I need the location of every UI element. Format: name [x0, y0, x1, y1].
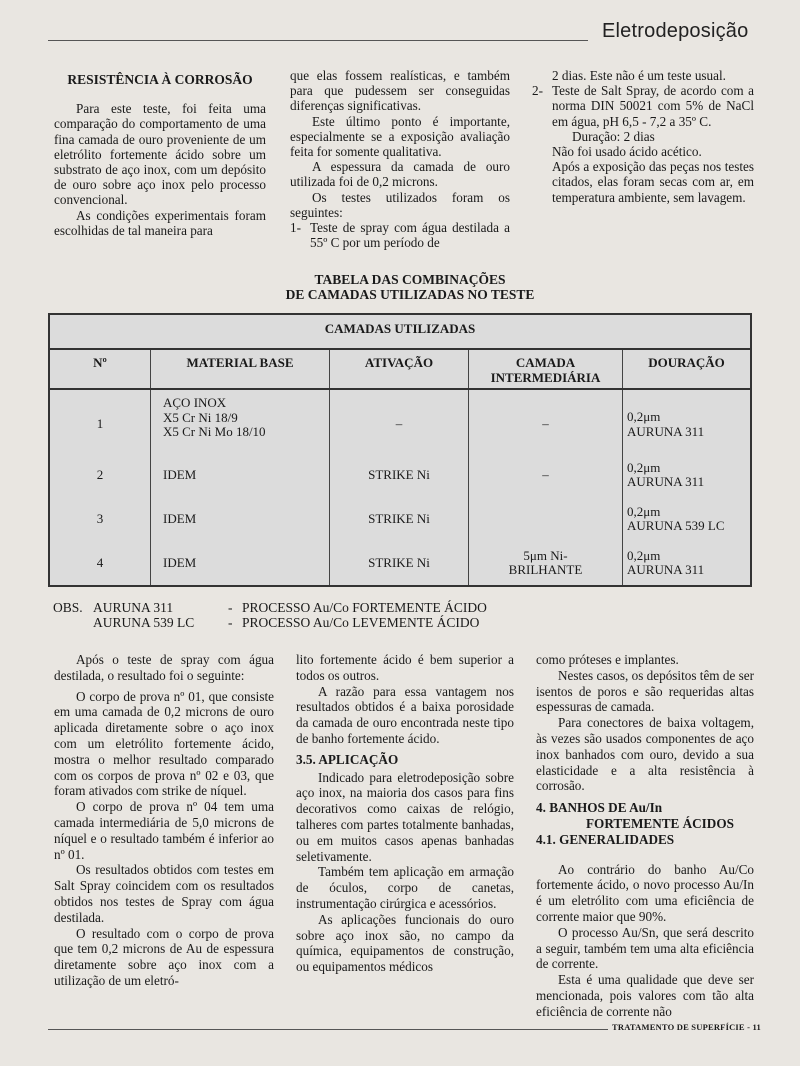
- list-item: [290, 220, 510, 250]
- list-spacer: [532, 68, 552, 83]
- cell-base-line: X5 Cr Ni Mo 18/10: [163, 424, 266, 439]
- list-text: Teste de spray com água destilada a 55º C por um período de: [310, 220, 510, 251]
- column-6: [536, 652, 754, 1020]
- note-text: Não foi usado ácido acético.: [552, 144, 702, 160]
- paragraph: Após o teste de spray com água destilada, o resultado foi o seguinte:: [54, 652, 274, 683]
- paragraph: O corpo de prova nº 04 tem uma camada intermediária de 5,0 microns de níquel e o resultado também é inferior ao nº 01.: [54, 799, 274, 862]
- obs-note: [53, 600, 487, 630]
- cell-num: 2: [49, 453, 151, 497]
- section-title: Eletrodeposição: [602, 20, 749, 42]
- paragraph: Este último ponto é importante, especialmente se a exposição avaliação feita for somente qualitativa.: [290, 113, 510, 160]
- list-text-main: Teste de Salt Spray, de acordo com a norma DIN 50021 com 5% de NaCl em água, pH 6,5 - 7,2 a 35º C.: [552, 83, 754, 129]
- table-row: [49, 453, 751, 497]
- cell-ativ: –: [330, 389, 469, 453]
- paragraph: As condições experimentais foram escolhidas de tal maneira para: [54, 207, 266, 238]
- cell-num: 3: [49, 497, 151, 541]
- list-text: 2 dias. Este não é um teste usual.: [552, 68, 726, 83]
- column-3: [532, 68, 754, 205]
- cell-ativ: STRIKE Ni: [330, 453, 469, 497]
- cell-num: 4: [49, 541, 151, 586]
- cell-dour-line: AURUNA 311: [627, 474, 705, 489]
- column-2: [290, 68, 510, 250]
- obs-dash: -: [228, 615, 233, 630]
- list-item: [532, 83, 754, 205]
- paragraph: Também tem aplicação em armação de óculos, corpo de canetas, instrumentação cirúrgica e acessórios.: [296, 864, 514, 911]
- heading-banhos-2: FORTEMENTE ÁCIDOS: [586, 815, 734, 831]
- header-num: Nº: [49, 349, 151, 389]
- paragraph: Ao contrário do banho Au/Co fortemente ácido, o novo processo Au/In é um eletrólito com uma eficiência de corrente maior que 90%.: [536, 861, 754, 924]
- cell-dour: [623, 453, 752, 497]
- header-camada: CAMADA INTERMEDIÁRIA: [469, 349, 623, 389]
- note-text-2: Após a exposição das peças nos testes citados, elas foram secas com ar, em temperatura ambiente, sem lavagem.: [552, 159, 754, 205]
- cell-base: [151, 389, 330, 453]
- cell-num: 1: [49, 389, 151, 453]
- list-number: 2-: [532, 83, 543, 99]
- list-text: [552, 83, 754, 205]
- cell-dour-line: 0,2μm: [627, 409, 661, 424]
- table-row: [49, 389, 751, 453]
- footer-rule: [48, 1029, 608, 1030]
- cell-dour: [623, 541, 752, 586]
- paragraph: O resultado com o corpo de prova que tem 0,2 microns de Au de espessura diretamente sobre aço inox com a utilização de um eletró-: [54, 925, 274, 988]
- paragraph: Indicado para eletrodeposição sobre aço inox, na maioria dos casos para fins decorativos como caixas de relógio, talheres com partes totalmente banhadas, ou em muitos casos apenas banhadas seletivamente.: [296, 769, 514, 864]
- table-title-line1: TABELA DAS COMBINAÇÕES: [314, 272, 506, 287]
- cell-dour-line: 0,2μm: [627, 547, 661, 563]
- paragraph: lito fortemente ácido é bem superior a todos os outros.: [296, 652, 514, 683]
- cell-inter: –: [469, 453, 623, 497]
- table-caption: CAMADAS UTILIZADAS: [49, 314, 751, 349]
- paragraph: como próteses e implantes.: [536, 652, 679, 667]
- obs-process-name: AURUNA 311: [93, 600, 174, 615]
- list-item: [532, 68, 754, 83]
- heading-aplicacao: 3.5. APLICAÇÃO: [296, 751, 399, 767]
- heading-banhos: 4. BANHOS DE Au/In: [536, 800, 663, 816]
- header-material: MATERIAL BASE: [151, 349, 330, 389]
- heading-generalidades: 4.1. GENERALIDADES: [536, 831, 675, 847]
- column-4: [54, 652, 274, 989]
- header-douracao: DOURAÇÃO: [623, 349, 752, 389]
- paragraph: Os testes utilizados foram os seguintes:: [290, 189, 510, 220]
- cell-inter: [469, 497, 623, 541]
- cell-base: IDEM: [151, 541, 330, 586]
- duration-text: Duração: 2 dias: [572, 128, 655, 144]
- paragraph: Os resultados obtidos com testes em Salt Spray coincidem com os resultados obtidos nos testes de Spray com água destilada.: [54, 862, 274, 925]
- layers-table: [48, 313, 752, 587]
- cell-base-line: X5 Cr Ni 18/9: [163, 409, 238, 425]
- cell-dour-line: AURUNA 539 LC: [627, 518, 725, 533]
- cell-dour-line: 0,2μm: [627, 459, 661, 475]
- cell-inter: –: [469, 389, 623, 453]
- obs-dash: -: [228, 600, 233, 615]
- cell-dour-line: AURUNA 311: [627, 562, 705, 577]
- heading-resistencia: RESISTÊNCIA À CORROSÃO: [67, 72, 253, 87]
- paragraph: O corpo de prova nº 01, que consiste em uma camada de 0,2 microns de ouro aplicada diretamente sobre o aço inox com um eletrólito fortemente ácido, mostra o melhor resultado comparado com os corpos de prova nº 02 e 03, que foram ativados com strike de níquel.: [54, 688, 274, 799]
- header-rule: [48, 40, 588, 41]
- obs-label: OBS.: [53, 600, 83, 615]
- paragraph: Esta é uma qualidade que deve ser mencionada, pois valores com tão alta eficiência de corrente não: [536, 972, 754, 1019]
- header-ativacao: ATIVAÇÃO: [330, 349, 469, 389]
- table-title: [240, 272, 580, 302]
- cell-inter: 5μm Ni- BRILHANTE: [469, 541, 623, 586]
- column-5: [296, 652, 514, 975]
- cell-ativ: STRIKE Ni: [330, 541, 469, 586]
- table-row: [49, 497, 751, 541]
- paragraph: As aplicações funcionais do ouro sobre aço inox são, no campo da química, equipamentos de construção, ou equipamentos médicos: [296, 911, 514, 975]
- cell-dour: [623, 497, 752, 541]
- table-title-line2: DE CAMADAS UTILIZADAS NO TESTE: [285, 287, 535, 302]
- cell-dour-line: 0,2μm: [627, 503, 661, 519]
- list-number: 1-: [290, 220, 301, 236]
- table-row: [49, 541, 751, 586]
- cell-base: IDEM: [151, 497, 330, 541]
- cell-dour-line: AURUNA 311: [627, 423, 705, 439]
- cell-dour: [623, 389, 752, 453]
- paragraph: A espessura da camada de ouro utilizada foi de 0,2 microns.: [290, 159, 510, 190]
- paragraph: A razão para essa vantagem nos resultados obtidos é a baixa porosidade da camada de ouro encontrada neste tipo de banho fortemente ácido.: [296, 683, 514, 746]
- footer-text: TRATAMENTO DE SUPERFÍCIE - 11: [612, 1022, 761, 1032]
- cell-ativ: STRIKE Ni: [330, 497, 469, 541]
- paragraph: Para este teste, foi feita uma comparação do comportamento de uma fina camada de ouro proveniente de um eletrólito fortemente ácido sobre um substrato de aço inox, com um depósito de ouro sobre aço inox pelo processo convencional.: [54, 101, 266, 208]
- cell-base-line: AÇO INOX: [163, 395, 227, 410]
- obs-process-name: AURUNA 539 LC: [93, 615, 195, 630]
- paragraph: Nestes casos, os depósitos têm de ser isentos de poros e são requeridas altas espessuras de camada.: [536, 667, 754, 715]
- column-1: [54, 72, 266, 238]
- paragraph: que elas fossem realísticas, e também para que pudessem ser conseguidas diferenças significativas.: [290, 68, 510, 114]
- obs-process-desc: PROCESSO Au/Co LEVEMENTE ÁCIDO: [242, 615, 480, 630]
- obs-process-desc: PROCESSO Au/Co FORTEMENTE ÁCIDO: [242, 600, 487, 615]
- cell-base: IDEM: [151, 453, 330, 497]
- paragraph: Para conectores de baixa voltagem, às vezes são usados componentes de aço inox banhados com ouro, devido a sua elasticidade e a alta resistência à corrosão.: [536, 715, 754, 794]
- paragraph: O processo Au/Sn, que será descrito a seguir, também tem uma alta eficiência de corrente.: [536, 924, 754, 972]
